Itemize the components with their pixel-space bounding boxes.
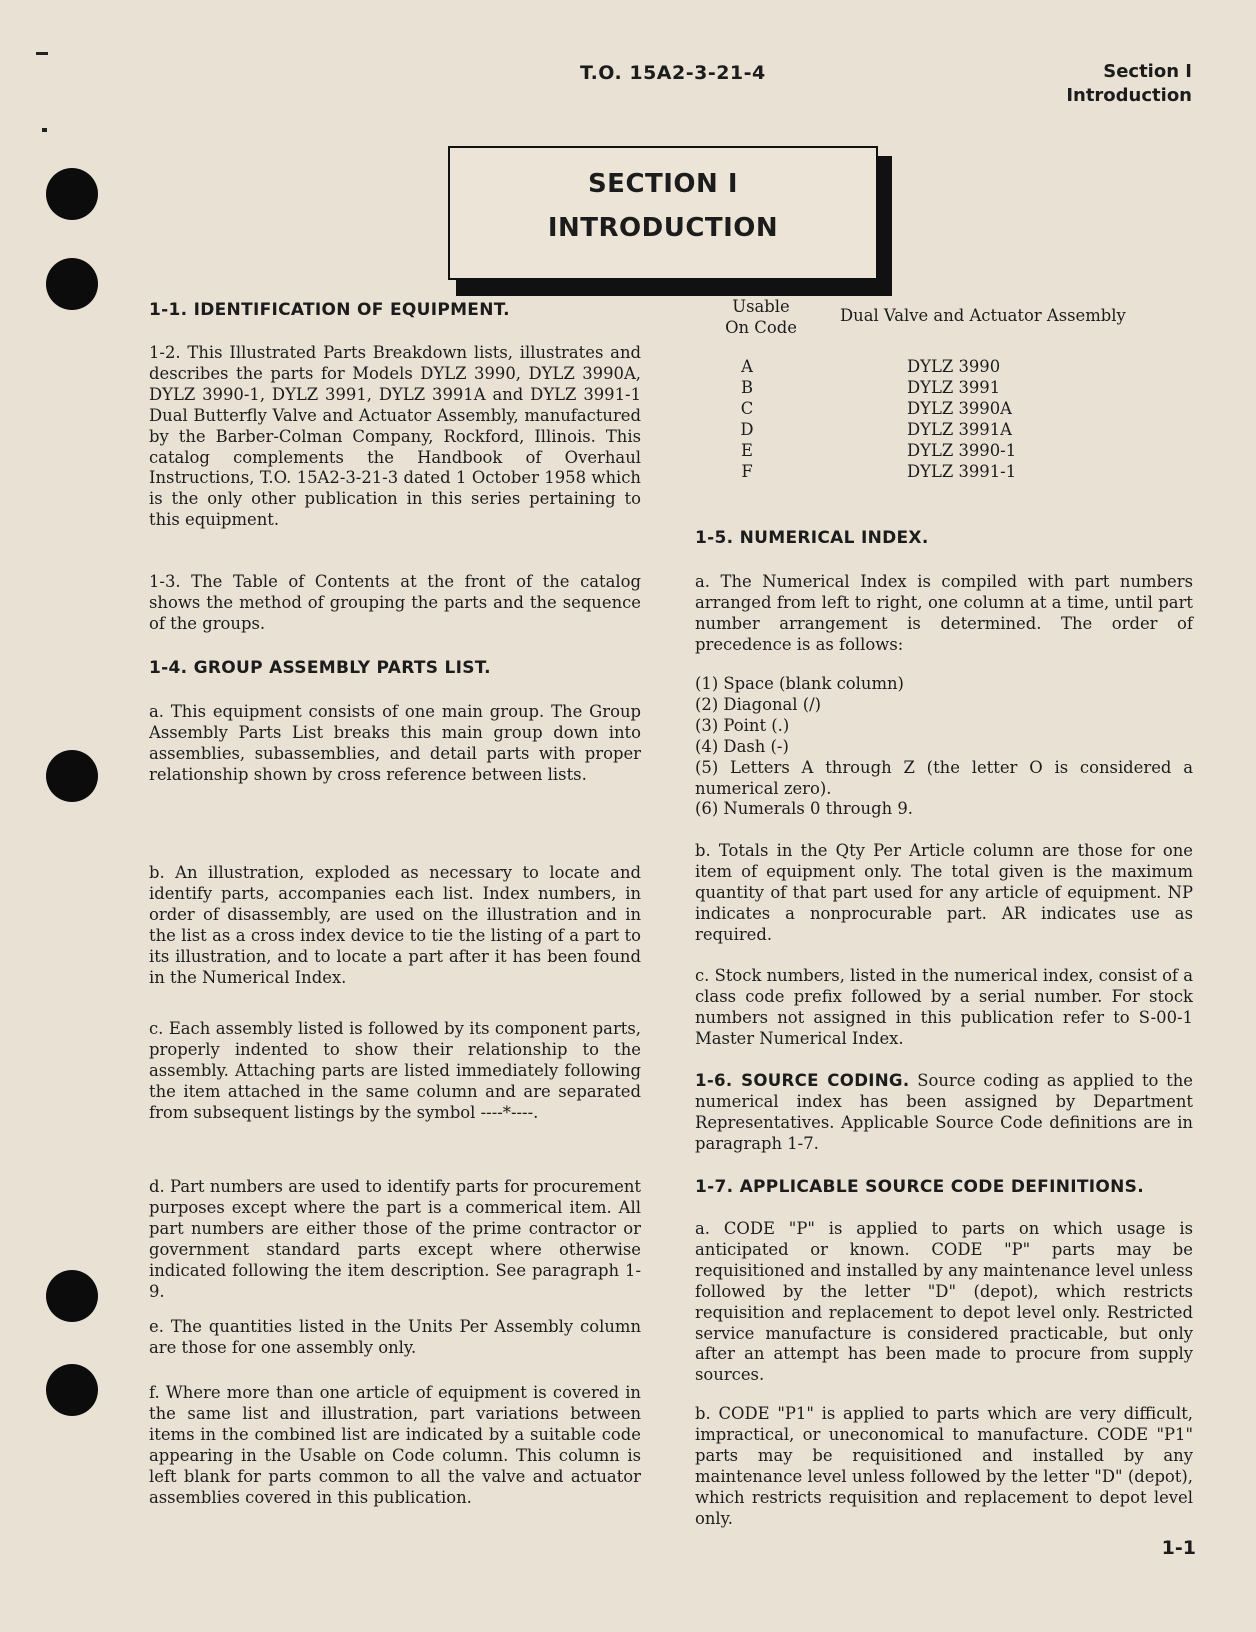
model-number: DYLZ 3991 <box>907 377 1001 397</box>
title-box <box>448 146 878 280</box>
code-letter: D <box>740 419 754 439</box>
code-letter: B <box>740 377 754 397</box>
heading-1-6: 1-6. SOURCE CODING. <box>695 1071 910 1090</box>
para-1-4d: d. Part numbers are used to identify parts for procurement purposes except where the part is a commerical item. All part numbers are either those of the prime contractor or government standard parts except where otherwise indicated following the item description. See paragraph 1-9. <box>149 1177 641 1301</box>
para-1-7b: b. CODE "P1" is applied to parts which are very difficult, impractical, or uneconomical to manufacture. CODE "P1" parts may be requisitioned and installed by any maintenance level unless followed by the letter "D" (depot), which restricts requisition and replacement to depot level only. <box>695 1404 1193 1528</box>
usable-code-table <box>695 357 1075 482</box>
title-line-2: INTRODUCTION <box>547 213 779 243</box>
section-label: Section I <box>1103 61 1192 82</box>
para-1-6 <box>695 1071 1193 1155</box>
table-row <box>695 357 1075 378</box>
para-1-4c: c. Each assembly listed is followed by its component parts, properly indented to show their relationship to the assembly. Attaching parts are listed immediately following the item attached in the same column and are separated from subsequent listings by the symbol ----*----. <box>149 1019 641 1122</box>
scan-mark <box>36 52 48 55</box>
model-number: DYLZ 3990A <box>907 398 1012 418</box>
binder-hole <box>46 1364 98 1416</box>
para-1-4a: a. This equipment consists of one main group. The Group Assembly Parts List breaks this main group down into assemblies, subassemblies, and detail parts with proper relationship shown by cross reference between lists. <box>149 702 641 784</box>
page-number: 1-1 <box>1161 1537 1196 1559</box>
list-item: (4) Dash (-) <box>695 736 789 756</box>
title-line-1: SECTION I <box>587 169 739 199</box>
binder-hole <box>46 1270 98 1322</box>
model-number: DYLZ 3991-1 <box>907 461 1017 481</box>
list-item: (1) Space (blank column) <box>695 674 904 693</box>
heading-1-4: 1-4. GROUP ASSEMBLY PARTS LIST. <box>149 658 491 678</box>
table-row <box>695 378 1075 399</box>
para-1-5a: a. The Numerical Index is compiled with part numbers arranged from left to right, one column at a time, until part number arrangement is determined. The order of precedence is as follows: <box>695 572 1193 654</box>
para-1-2: 1-2. This Illustrated Parts Breakdown lists, illustrates and describes the parts for Models DYLZ 3990, DYLZ 3990A, DYLZ 3990-1, DYLZ 3991, DYLZ 3991A and DYLZ 3991-1 Dual Butterfly Valve and Actuator Assembly, manufactured by the Barber-Colman Company, Rockford, Illinois. This catalog complements the Handbook of Overhaul Instructions, T.O. 15A2-3-21-3 dated 1 October 1958 which is the only other publication in this series pertaining to this equipment. <box>149 343 641 530</box>
binder-hole <box>46 750 98 802</box>
para-1-4b: b. An illustration, exploded as necessary to locate and identify parts, accompanies each list. Index numbers, in order of disassembly, are used on the illustration and in the list as a cross index device to tie the listing of a part to its illustration, and to locate a part after it has been found in the Numerical Index. <box>149 863 641 987</box>
assembly-title: Dual Valve and Actuator Assembly <box>840 306 1126 325</box>
usable-head-line-2: On Code <box>725 318 797 337</box>
para-1-4f: f. Where more than one article of equipment is covered in the same list and illustration, part variations between items in the combined list are indicated by a suitable code appearing in the Usable on Code column. This column is left blank for parts common to all the valve and actuator assemblies covered in this publication. <box>149 1383 641 1507</box>
usable-on-code-header <box>706 296 816 338</box>
heading-1-7: 1-7. APPLICABLE SOURCE CODE DEFINITIONS. <box>695 1177 1144 1197</box>
table-row <box>695 462 1075 483</box>
list-item: (2) Diagonal (/) <box>695 694 822 714</box>
list-item: (3) Point (.) <box>695 715 790 735</box>
para-1-6-text: Source coding as applied to the numerical index has been assigned by Department Representatives. Applicable Source Code definitions are in paragraph 1-7. <box>695 1071 1194 1153</box>
precedence-list <box>695 674 1193 820</box>
section-header <box>1066 60 1192 108</box>
table-row <box>695 441 1075 462</box>
model-number: DYLZ 3990-1 <box>907 440 1017 460</box>
code-letter: C <box>740 398 754 418</box>
heading-1-1: 1-1. IDENTIFICATION OF EQUIPMENT. <box>149 300 510 320</box>
para-1-7a: a. CODE "P" is applied to parts on which usage is anticipated or known. CODE "P" parts may be requisitioned and installed by any maintenance level unless followed by the letter "D" (depot), which restricts requisition and replacement to depot level only. Restricted service manufacture is considered practicable, but only after an attempt has been made to procure from supply sources. <box>695 1219 1193 1385</box>
list-item: (6) Numerals 0 through 9. <box>695 799 913 819</box>
table-row <box>695 399 1075 420</box>
para-1-5c: c. Stock numbers, listed in the numerical index, consist of a class code prefix followed by a serial number. For stock numbers not assigned in this publication refer to S-00-1 Master Numerical Index. <box>695 966 1193 1048</box>
para-1-5b: b. Totals in the Qty Per Article column are those for one item of equipment only. The total given is the maximum quantity of that part used for any article of equipment. NP indicates a nonprocurable part. AR indicates use as required. <box>695 841 1193 944</box>
para-1-3: 1-3. The Table of Contents at the front of the catalog shows the method of grouping the parts and the sequence of the groups. <box>149 572 641 633</box>
binder-hole <box>46 168 98 220</box>
code-letter: A <box>741 357 753 376</box>
binder-hole <box>46 258 98 310</box>
usable-head-line-1: Usable <box>732 297 790 316</box>
code-letter: F <box>741 461 753 481</box>
doc-number: T.O. 15A2-3-21-4 <box>580 62 766 84</box>
code-letter: E <box>741 440 753 460</box>
para-1-4e: e. The quantities listed in the Units Per Assembly column are those for one assembly only. <box>149 1317 641 1357</box>
scan-mark <box>42 128 47 132</box>
table-row <box>695 420 1075 441</box>
model-number: DYLZ 3991A <box>907 419 1012 439</box>
heading-1-5: 1-5. NUMERICAL INDEX. <box>695 528 929 548</box>
section-title-label: Introduction <box>1066 85 1192 106</box>
list-item: (5) Letters A through Z (the letter O is considered a numerical zero). <box>695 757 1193 798</box>
model-number: DYLZ 3990 <box>907 357 1001 376</box>
